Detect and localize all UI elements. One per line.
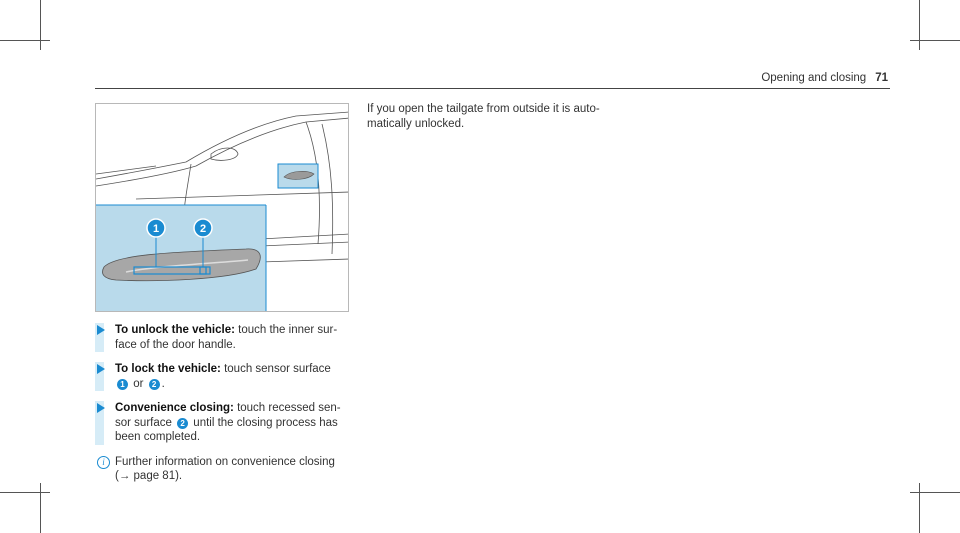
callout-ref-1: 1 <box>117 379 128 390</box>
step-text: . <box>161 377 165 390</box>
crop-mark <box>919 0 920 50</box>
step-label: Convenience closing: <box>115 402 234 414</box>
section-title: Opening and closing <box>761 72 867 84</box>
page-reference-link[interactable]: (→ page 81). <box>115 470 183 482</box>
step-unlock <box>97 323 349 352</box>
step-text: touch recessed sen-sor surface <box>115 402 341 429</box>
page-number: 71 <box>875 72 888 84</box>
step-text: until the closing process has been completed. <box>115 416 338 443</box>
crop-mark <box>40 0 41 50</box>
crop-mark <box>40 483 41 533</box>
step-label: To unlock the vehicle: <box>115 324 235 336</box>
info-note <box>97 455 349 484</box>
right-column <box>367 102 622 131</box>
arrow-icon <box>97 325 105 335</box>
step-convenience-closing <box>97 401 349 445</box>
callout-2: 2 <box>199 223 207 235</box>
crop-mark <box>0 492 50 493</box>
info-text: Further information on convenience closing <box>115 455 335 468</box>
crop-mark <box>910 492 960 493</box>
crop-mark <box>919 483 920 533</box>
arrow-icon <box>97 403 105 413</box>
step-label: To lock the vehicle: <box>115 363 221 375</box>
door-handle-illustration <box>95 103 349 312</box>
callout-ref-2: 2 <box>149 379 160 390</box>
info-icon: i <box>97 456 110 469</box>
tailgate-paragraph: If you open the tailgate from outside it is auto-matically unlocked. <box>367 103 600 130</box>
callout-ref-2: 2 <box>177 418 188 429</box>
step-text: touch sensor surface <box>224 363 331 375</box>
step-text: touch the inner sur-face of the door handle. <box>115 324 338 351</box>
crop-mark <box>0 40 50 41</box>
header-rule <box>95 88 890 89</box>
callout-1: 1 <box>152 223 160 235</box>
instruction-list <box>97 323 349 484</box>
step-lock <box>97 362 349 391</box>
car-door-drawing <box>96 104 349 312</box>
crop-mark <box>910 40 960 41</box>
running-head <box>761 72 888 84</box>
step-text: or <box>133 377 144 390</box>
arrow-icon <box>97 364 105 374</box>
